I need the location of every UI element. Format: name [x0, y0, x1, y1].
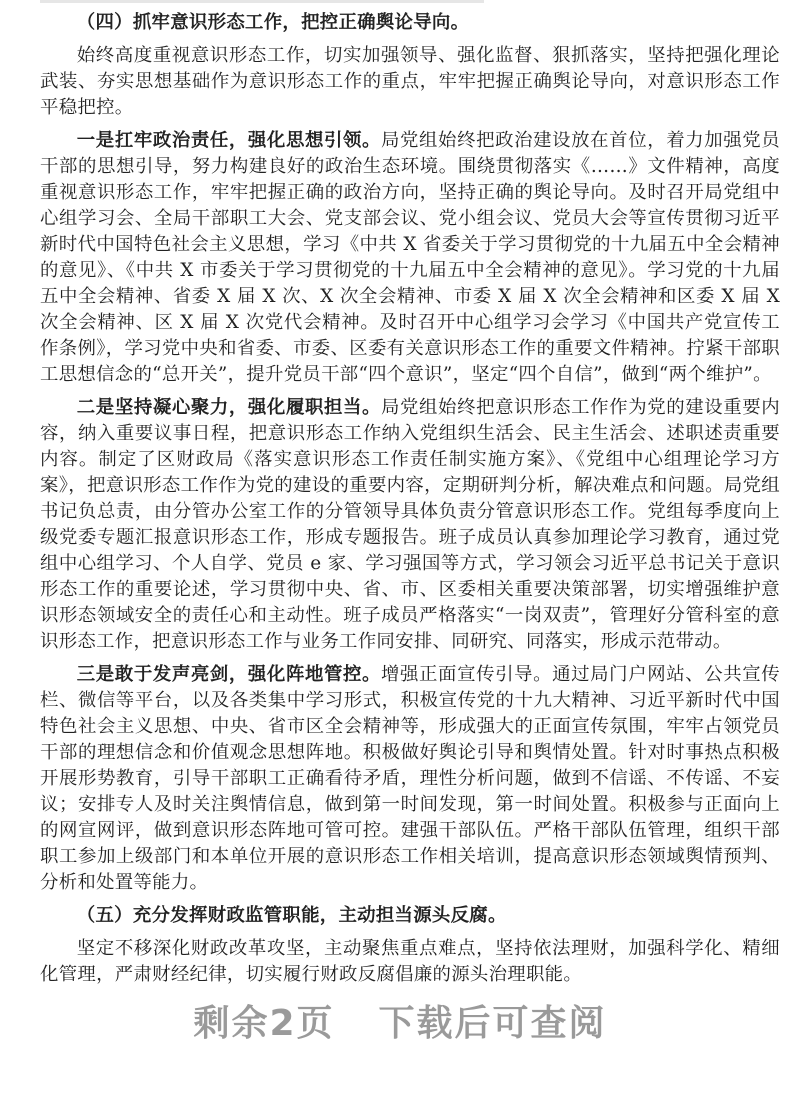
item-1-body: 局党组始终把政治建设放在首位，着力加强党员干部的思想引导，努力构建良好的政治生态环境。围绕贯彻落实《……》文件精神，高度重视意识形态工作，牢牢把握正确的政治方向，坚持正确的舆论导向。及时召开局党组中心组学习会、全局干部职工大会、党支部会议、党小组会议、党员大会等宣传贯彻习近平新时代中国特色社会主义思想，学习《中共 X 省委关于学习贯彻党的十九届五中全会精神的意见》、《中共 X 市委关于学习贯彻党的十九届五中全会精神的意见》。学习党的十九届五中全会精神、省委 X 届 X 次、X 次全会精神、市委 X 届 X 次全会精神和区委 X 届 X 次全会精神、区 X 届 X 次党代会精神。及时召开中心组学习会学习《中国共产党宣传工作条例》，学习党中央和省委、市委、区委有关意识形态工作的重要文件精神。拧紧干部职工思想信念的“总开关”，提升党员干部“四个意识”，坚定“四个自信”，做到“两个维护”。: [40, 130, 780, 385]
previous-line-fragment: [40, 0, 780, 3]
section-4-heading: （四）抓牢意识形态工作，把控正确舆论导向。: [76, 12, 470, 33]
item-3-body: 增强正面宣传引导。通过局门户网站、公共宣传栏、微信等平台，以及各类集中学习形式，积极宣传党的十九大精神、习近平新时代中国特色社会主义思想、中央、省市区全会精神等，形成强大的正面宣传氛围，牢牢占领党员干部的理想信念和价值观念思想阵地。积极做好舆论引导和舆情处置。针对时事热点积极开展形势教育，引导干部职工正确看待矛盾，理性分析问题，做到不信谣、不传谣、不妄议；安排专人及时关注舆情信息，做到第一时间发现，第一时间处置。积极参与正面向上的网宣网评，做到意识形态阵地可管可控。建强干部队伍。严格干部队伍管理，组织干部职工参加上级部门和本单位开展的意识形态工作相关培训，提高意识形态领域舆情预判、分析和处置等能力。: [40, 664, 780, 893]
paragraph-item-1: [40, 128, 780, 388]
item-1-lead: 一是扛牢政治责任，强化思想引领。: [76, 130, 382, 151]
document-page: [40, 10, 780, 995]
download-hint-label: 下载后可查阅: [378, 1003, 607, 1044]
section-5-heading: （五）充分发挥财政监管职能，主动担当源头反腐。: [76, 905, 507, 926]
section-4-intro: 始终高度重视意识形态工作，切实加强领导、强化监督、狠抓落实，坚持把强化理论武装、夯实思想基础作为意识形态工作的重点，牢牢把握正确舆论导向，对意识形态工作平稳把控。: [40, 45, 780, 118]
section-5-intro: 坚定不移深化财政改革攻坚，主动聚焦重点难点，坚持依法理财，加强科学化、精细化管理，严肃财经纪律，切实履行财政反腐倡廉的源头治理职能。: [40, 938, 780, 985]
item-2-lead: 二是坚持凝心聚力，强化履职担当。: [76, 397, 382, 418]
remaining-pages-label: 剩余2页: [193, 1003, 335, 1044]
download-prompt[interactable]: [0, 995, 800, 1046]
item-3-lead: 三是敢于发声亮剑，强化阵地管控。: [76, 664, 382, 685]
paragraph-item-3: [40, 662, 780, 896]
paragraph-item-2: [40, 395, 780, 655]
item-2-body: 局党组始终把意识形态工作作为党的建设重要内容，纳入重要议事日程，把意识形态工作纳入党组织生活会、民主生活会、述职述责重要内容。制定了区财政局《落实意识形态工作责任制实施方案》、《党组中心组理论学习方案》，把意识形态工作作为党的建设的重要内容，定期研判分析，解决难点和问题。局党组书记负总责，由分管办公室工作的分管领导具体负责分管意识形态工作。党组每季度向上级党委专题汇报意识形态工作，形成专题报告。班子成员认真参加理论学习教育，通过党组中心组学习、个人自学、党员 e 家、学习强国等方式，学习领会习近平总书记关于意识形态工作的重要论述，学习贯彻中央、省、市、区委相关重要决策部署，切实增强维护意识形态领域安全的责任心和主动性。班子成员严格落实“一岗双责”，管理好分管科室的意识形态工作，把意识形态工作与业务工作同安排、同研究、同落实，形成示范带动。: [40, 397, 780, 652]
